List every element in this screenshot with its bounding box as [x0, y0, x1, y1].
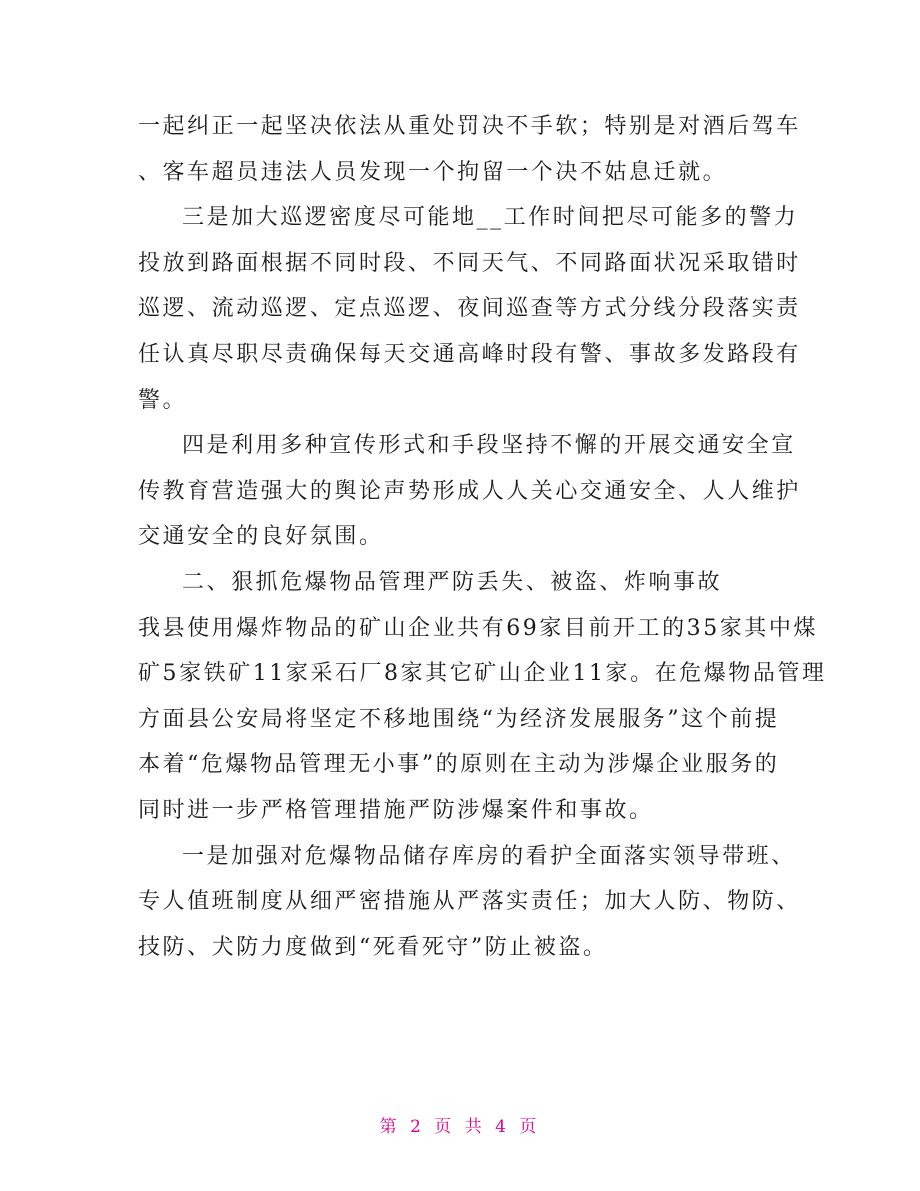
document-body	[138, 104, 827, 970]
text-line: 交通安全的良好氛围。	[138, 524, 384, 550]
paragraph-start-line: 三是加大巡逻密度尽可能地__工作时间把尽可能多的警力	[182, 205, 799, 231]
text-line: 、客车超员违法人员发现一个拘留一个决不姑息迁就。	[138, 159, 728, 185]
text-line: 本着“危爆物品管理无小事”的原则在主动为涉爆企业服务的	[138, 752, 780, 778]
text-line: 同时进一步严格管理措施严防涉爆案件和事故。	[138, 797, 654, 823]
text-line: 矿5家铁矿11家采石厂8家其它矿山企业11家。在危爆物品管理	[138, 661, 827, 687]
text-line: 任认真尽职尽责确保每天交通高峰时段有警、事故多发路段有	[138, 341, 801, 367]
text-line: 技防、犬防力度做到“死看死守”防止被盗。	[138, 934, 608, 960]
text-line: 方面县公安局将坚定不移地围绕“为经济发展服务”这个前提	[138, 706, 780, 732]
paragraph-start-line: 四是利用多种宣传形式和手段坚持不懈的开展交通安全宣	[182, 433, 796, 459]
text-line: 投放到路面根据不同时段、不同天气、不同路面状况采取错时	[138, 250, 801, 276]
page-number-footer: 第 2 页 共 4 页	[379, 1117, 541, 1137]
text-line: 一起纠正一起坚决依法从重处罚决不手软；特别是对酒后驾车	[138, 114, 801, 139]
text-line: 我县使用爆炸物品的矿山企业共有69家目前开工的35家其中煤	[138, 615, 818, 641]
paragraph-start-line: 一是加强对危爆物品储存库房的看护全面落实领导带班、	[182, 843, 796, 869]
section-heading: 二、狠抓危爆物品管理严防丢失、被盗、炸响事故	[182, 569, 723, 595]
text-line: 巡逻、流动巡逻、定点巡逻、夜间巡查等方式分线分段落实责	[138, 296, 801, 322]
text-line: 警。	[138, 387, 188, 413]
text-line: 专人值班制度从细严密措施从严落实责任；加大人防、物防、	[138, 889, 801, 915]
text-line: 传教育营造强大的舆论声势形成人人关心交通安全、人人维护	[138, 478, 801, 504]
